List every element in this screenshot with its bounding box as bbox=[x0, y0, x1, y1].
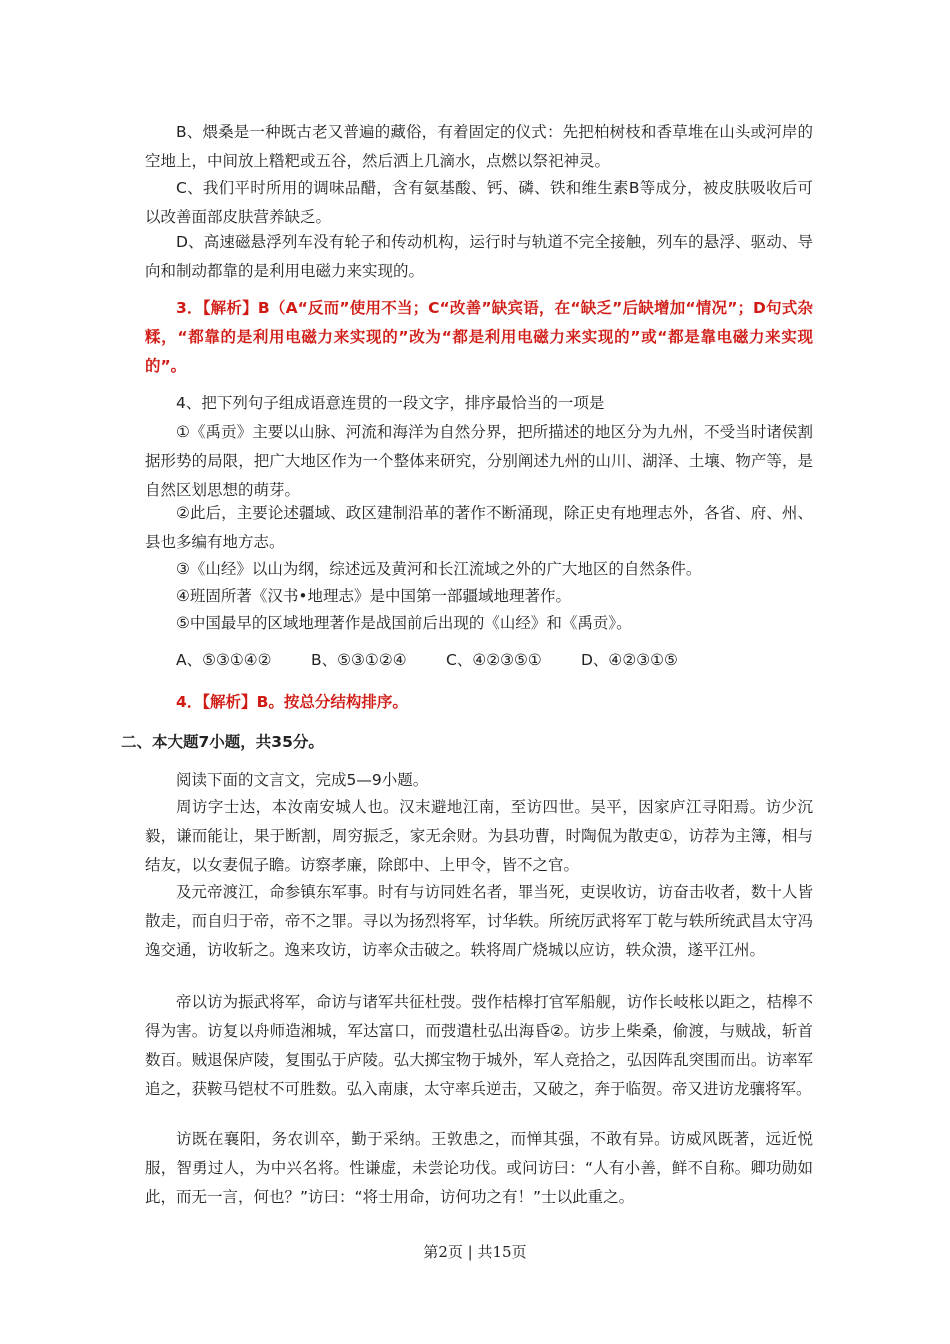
q4-answer-number: 4． bbox=[176, 693, 203, 711]
q3-answer-tag: 【解析】 bbox=[202, 299, 258, 317]
q4-option-b: B、⑤③①②④ bbox=[311, 651, 407, 669]
q4-sentence-3: ③《山经》以山为纲，综述远及黄河和长江流域之外的广大地区的自然条件。 bbox=[176, 560, 702, 578]
q3-answer-text: B（A“反而”使用不当；C“改善”缺宾语，在“缺乏”后缺增加“情况”；D句式杂糅，“都靠的是利用电磁力来实现的”改为“都是利用电磁力来实现的”或“都是靠电磁力来实现的”。 bbox=[145, 299, 813, 375]
q4-sentence-5: ⑤中国最早的区域地理著作是战国前后出现的《山经》和《禹贡》。 bbox=[176, 614, 632, 632]
page-footer: 第2页 | 共15页 bbox=[423, 1243, 527, 1261]
q4-answer-text: B。按总分结构排序。 bbox=[256, 693, 408, 711]
q4-sentence-2: ②此后，主要论述疆域、政区建制沿革的著作不断涌现，除正史有地理志外，各省、府、州、县也多编有地方志。 bbox=[145, 504, 813, 551]
q4-option-a: A、⑤③①④② bbox=[176, 651, 272, 669]
passage-paragraph-4: 访既在襄阳，务农训卒，勤于采纳。王敦患之，而惮其强，不敢有异。访威风既著，远近悦服，智勇过人，为中兴名将。性谦虚，未尝论功伐。或问访曰：“人有小善，鲜不自称。卿功勋如此，而无一言，何也？”访曰：“将士用命，访何功之有！”士以此重之。 bbox=[145, 1130, 813, 1206]
passage-intro: 阅读下面的文言文，完成5—9小题。 bbox=[176, 771, 429, 789]
passage-paragraph-2: 及元帝渡江，命参镇东军事。时有与访同姓名者，罪当死，吏误收访，访奋击收者，数十人皆散走，而自归于帝，帝不之罪。寻以为扬烈将军，讨华轶。所统厉武将军丁乾与轶所统武昌太守冯逸交通，访收斩之。逸来攻访，访率众击破之。轶将周广烧城以应访，轶众溃，遂平江州。 bbox=[145, 883, 813, 959]
q4-answer bbox=[145, 688, 813, 717]
section-2-heading: 二、本大题7小题，共35分。 bbox=[121, 733, 324, 751]
q3-option-d: D、高速磁悬浮列车没有轮子和传动机构，运行时与轨道不完全接触，列车的悬浮、驱动、导向和制动都靠的是利用电磁力来实现的。 bbox=[145, 233, 813, 280]
q3-answer-number: 3． bbox=[176, 299, 203, 317]
q4-stem: 4、把下列句子组成语意连贯的一段文字，排序最恰当的一项是 bbox=[176, 394, 605, 412]
q4-options bbox=[176, 646, 678, 675]
q3-option-c: C、我们平时所用的调味品醋，含有氨基酸、钙、磷、铁和维生素B等成分，被皮肤吸收后可以改善面部皮肤营养缺乏。 bbox=[145, 179, 813, 226]
passage-paragraph-3: 帝以访为振武将军，命访与诸军共征杜弢。弢作桔槔打官军船舰，访作长岐枨以距之，桔槔不得为害。访复以舟师造湘城，军达富口，而弢遣杜弘出海昏②。访步上柴桑，偷渡，与贼战，斩首数百。贼退保庐陵，复围弘于庐陵。弘大掷宝物于城外，军人竞拾之，弘因阵乱突围而出。访率军追之，获鞍马铠杖不可胜数。弘入南康，太守率兵逆击，又破之，奔于临贺。帝又进访龙骧将军。 bbox=[145, 993, 813, 1098]
q4-option-c: C、④②③⑤① bbox=[446, 651, 542, 669]
q4-answer-tag: 【解析】 bbox=[202, 693, 257, 711]
q3-answer bbox=[145, 294, 813, 381]
q3-option-b: B、煨桑是一种既古老又普遍的藏俗，有着固定的仪式：先把柏树枝和香草堆在山头或河岸的空地上，中间放上糌粑或五谷，然后洒上几滴水，点燃以祭祀神灵。 bbox=[145, 123, 813, 170]
q4-sentence-1: ①《禹贡》主要以山脉、河流和海洋为自然分界，把所描述的地区分为九州，不受当时诸侯割据形势的局限，把广大地区作为一个整体来研究，分别阐述九州的山川、湖泽、土壤、物产等，是自然区划思想的萌芽。 bbox=[145, 423, 813, 499]
passage-paragraph-1: 周访字士达，本汝南安城人也。汉末避地江南，至访四世。吴平，因家庐江寻阳焉。访少沉毅，谦而能让，果于断割，周穷振乏，家无余财。为县功曹，时陶侃为散吏①，访荐为主簿，相与结友，以女妻侃子瞻。访察孝廉，除郎中、上甲令，皆不之官。 bbox=[145, 798, 813, 874]
q4-option-d: D、④②③①⑤ bbox=[581, 651, 678, 669]
q4-sentence-4: ④班固所著《汉书•地理志》是中国第一部疆域地理著作。 bbox=[176, 587, 572, 605]
